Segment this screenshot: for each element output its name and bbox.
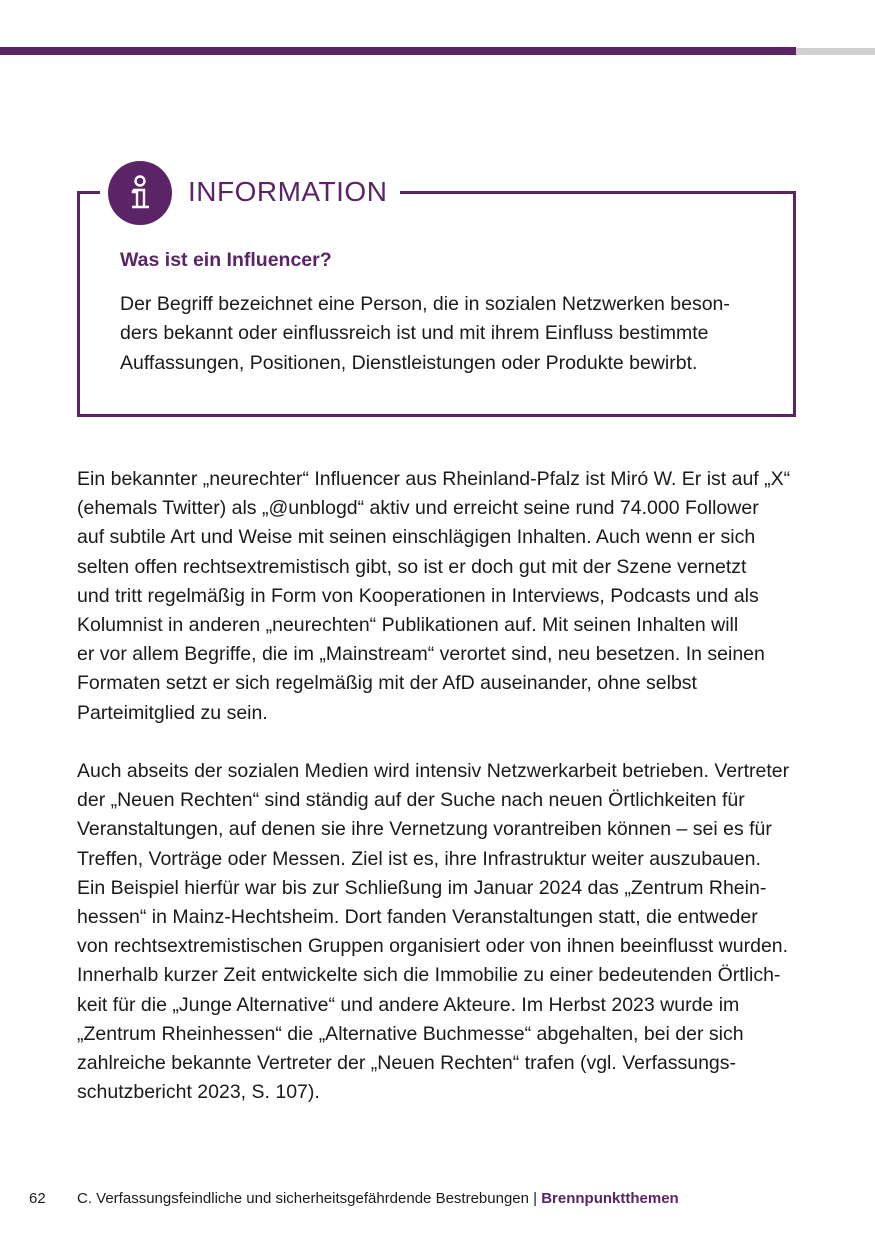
information-title: INFORMATION [188, 176, 388, 207]
paragraph-line: Parteimitglied zu sein. [77, 701, 268, 724]
body-paragraph-2 [77, 757, 807, 1107]
paragraph-line: (ehemals Twitter) als „@unblogd“ aktiv und erreicht seine rund 74.000 Follower [77, 497, 759, 520]
paragraph-line: selten offen rechtsextremistisch gibt, so ist er doch gut mit der Szene vernetzt [77, 555, 747, 578]
footer-chapter: C. Verfassungsfeindliche und sicherheitsgefährdende Bestrebungen [77, 1190, 529, 1207]
paragraph-line: Formaten setzt er sich regelmäßig mit der AfD auseinander, ohne selbst [77, 672, 697, 695]
information-body [120, 290, 770, 378]
information-body-line: Auffassungen, Positionen, Dienstleistungen oder Produkte bewirbt. [120, 351, 698, 374]
info-icon [108, 161, 172, 225]
paragraph-line: Kolumnist in anderen „neurechten“ Publikationen auf. Mit seinen Inhalten will [77, 614, 739, 637]
footer-running-title [77, 1190, 679, 1207]
paragraph-line: keit für die „Junge Alternative“ und andere Akteure. Im Herbst 2023 wurde im [77, 993, 740, 1016]
information-body-line: ders bekannt oder einflussreich ist und mit ihrem Einfluss bestimmte [120, 322, 709, 345]
paragraph-line: der „Neuen Rechten“ sind ständig auf der Suche nach neuen Örtlichkeiten für [77, 789, 745, 812]
paragraph-line: Ein Beispiel hierfür war bis zur Schließung im Januar 2024 das „Zentrum Rhein- [77, 876, 767, 899]
paragraph-line: „Zentrum Rheinhessen“ die „Alternative Buchmesse“ abgehalten, bei der sich [77, 1022, 744, 1045]
paragraph-line: Auch abseits der sozialen Medien wird intensiv Netzwerkarbeit betrieben. Vertreter [77, 760, 790, 782]
information-heading: Was ist ein Influencer? [120, 249, 332, 271]
body-paragraph-1 [77, 465, 807, 728]
paragraph-line: schutzbericht 2023, S. 107). [77, 1081, 320, 1104]
header-accent-bar [0, 47, 796, 55]
paragraph-line: und tritt regelmäßig in Form von Kooperationen in Interviews, Podcasts und als [77, 584, 759, 607]
paragraph-line: zahlreiche bekannte Vertreter der „Neuen Rechten“ trafen (vgl. Verfassungs- [77, 1052, 737, 1075]
paragraph-line: hessen“ in Mainz-Hechtsheim. Dort fanden Veranstaltungen statt, die entweder [77, 906, 758, 929]
paragraph-line: Treffen, Vorträge oder Messen. Ziel ist es, ihre Infrastruktur weiter auszubauen. [77, 847, 761, 870]
footer-separator: | [528, 1190, 542, 1207]
footer-section: Brennpunktthemen [541, 1190, 679, 1207]
paragraph-line: auf subtile Art und Weise mit seinen einschlägigen Inhalten. Auch wenn er sich [77, 526, 756, 549]
info-icon-circle [108, 161, 172, 225]
header-grey-bar [796, 48, 875, 55]
paragraph-line: Ein bekannter „neurechter“ Influencer aus Rheinland-Pfalz ist Miró W. Er ist auf „X“ [77, 468, 791, 490]
page-number: 62 [29, 1190, 46, 1207]
paragraph-line: er vor allem Begriffe, die im „Mainstream“ verortet sind, neu besetzen. In seinen [77, 643, 765, 666]
information-body-line: Der Begriff bezeichnet eine Person, die in sozialen Netzwerken beson- [120, 293, 730, 315]
paragraph-line: von rechtsextremistischen Gruppen organisiert oder von ihnen beeinflusst wurden. [77, 935, 789, 958]
paragraph-line: Innerhalb kurzer Zeit entwickelte sich die Immobilie zu einer bedeutenden Örtlich- [77, 964, 781, 987]
paragraph-line: Veranstaltungen, auf denen sie ihre Vernetzung vorantreiben können – sei es für [77, 818, 772, 841]
